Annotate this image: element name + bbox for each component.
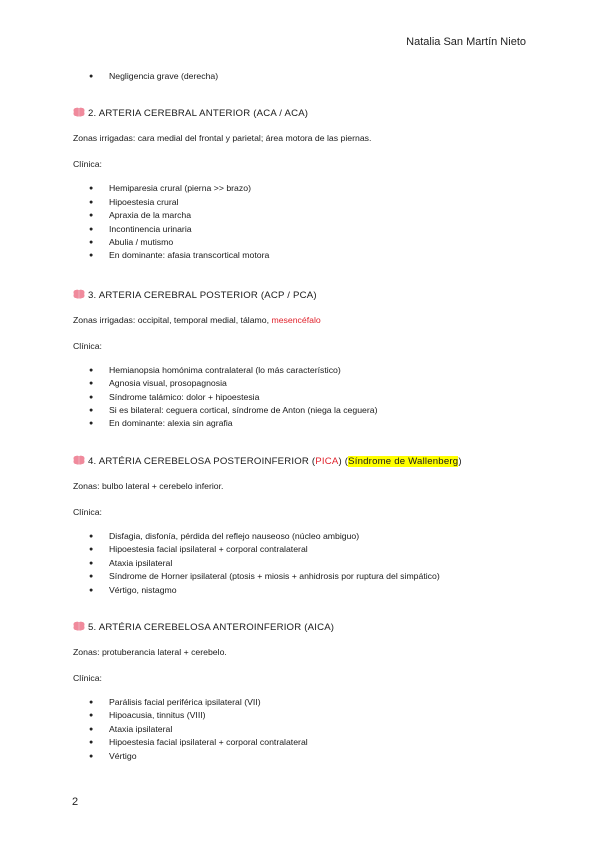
brain-icon [73, 621, 85, 631]
list-item: ● Ataxia ipsilateral [73, 723, 543, 736]
clinica-list [73, 364, 543, 431]
section-zones: Zonas irrigadas: cara medial del frontal y parietal; área motora de las piernas. [73, 133, 372, 144]
clinica-list [73, 182, 543, 262]
page-content [73, 68, 543, 763]
section-zones: Zonas: bulbo lateral + cerebelo inferior. [73, 480, 224, 491]
section-title [73, 621, 543, 634]
brain-icon [73, 107, 85, 117]
section-aica [73, 621, 543, 763]
header-author: Natalia San Martín Nieto [406, 36, 526, 48]
brain-icon [73, 455, 85, 465]
list-item: ● Hipoestesia facial ipsilateral + corporal contralateral [73, 736, 543, 749]
list-item: ● Síndrome talámico: dolor + hipoestesia [73, 391, 543, 404]
clinica-label: Clínica: [73, 340, 102, 351]
top-list [73, 70, 543, 83]
list-item: ● Ataxia ipsilateral [73, 557, 543, 570]
section-title-text: 5. ARTÉRIA CEREBELOSA ANTEROINFERIOR (AICA) [88, 621, 335, 633]
list-item: ● Síndrome de Horner ipsilateral (ptosis + miosis + anhidrosis por ruptura del simpático) [73, 570, 543, 583]
list-item: ● En dominante: alexia sin agrafia [73, 417, 543, 430]
list-item: ● Negligencia grave (derecha) [73, 70, 543, 83]
zones-red-text: mesencéfalo [271, 314, 321, 325]
section-title-text: 2. ARTERIA CEREBRAL ANTERIOR (ACA / ACA) [88, 108, 309, 120]
list-item: ● Si es bilateral: ceguera cortical, síndrome de Anton (niega la ceguera) [73, 404, 543, 417]
section-title [73, 107, 543, 120]
list-item: ● Hipoestesia crural [73, 196, 543, 209]
section-pica [73, 455, 543, 597]
list-item: ● Vértigo [73, 750, 543, 763]
list-item: ● Parálisis facial periférica ipsilateral (VII) [73, 696, 543, 709]
section-zones: Zonas: protuberancia lateral + cerebelo. [73, 646, 227, 657]
list-item: ● Hipoacusia, tinnitus (VIII) [73, 709, 543, 722]
title-highlight-text: Síndrome de Wallenberg [348, 455, 459, 467]
list-item: ● Hemiparesia crural (pierna >> brazo) [73, 182, 543, 195]
list-item: ● Incontinencia urinaria [73, 223, 543, 236]
list-item: ● Apraxia de la marcha [73, 209, 543, 222]
title-red-text: PICA [315, 455, 339, 467]
list-item: ● Hemianopsia homónima contralateral (lo más característico) [73, 364, 543, 377]
section-aca [73, 107, 543, 262]
list-item: ● Abulia / mutismo [73, 236, 543, 249]
list-item: ● En dominante: afasia transcortical motora [73, 249, 543, 262]
list-item: ● Hipoestesia facial ipsilateral + corporal contralateral [73, 543, 543, 556]
clinica-list [73, 696, 543, 763]
brain-icon [73, 289, 85, 299]
title-mid-text: ) ( [338, 455, 349, 467]
clinica-list [73, 530, 543, 597]
page-number: 2 [72, 796, 79, 808]
clinica-label: Clínica: [73, 672, 102, 683]
section-acp [73, 289, 543, 431]
section-title-text: 4. ARTÉRIA CEREBELOSA POSTEROINFERIOR ( [88, 455, 316, 467]
section-title [73, 455, 543, 468]
list-item: ● Agnosia visual, prosopagnosia [73, 377, 543, 390]
list-item: ● Disfagia, disfonía, pérdida del reflejo nauseoso (núcleo ambiguo) [73, 530, 543, 543]
zones-text: Zonas irrigadas: occipital, temporal medial, tálamo, [73, 314, 272, 325]
title-suffix-text: ) [458, 455, 462, 467]
list-item: ● Vértigo, nistagmo [73, 584, 543, 597]
section-title [73, 289, 543, 302]
clinica-label: Clínica: [73, 506, 102, 517]
clinica-label: Clínica: [73, 159, 102, 170]
section-zones [73, 314, 543, 327]
section-title-text: 3. ARTERIA CEREBRAL POSTERIOR (ACP / PCA) [88, 289, 317, 301]
